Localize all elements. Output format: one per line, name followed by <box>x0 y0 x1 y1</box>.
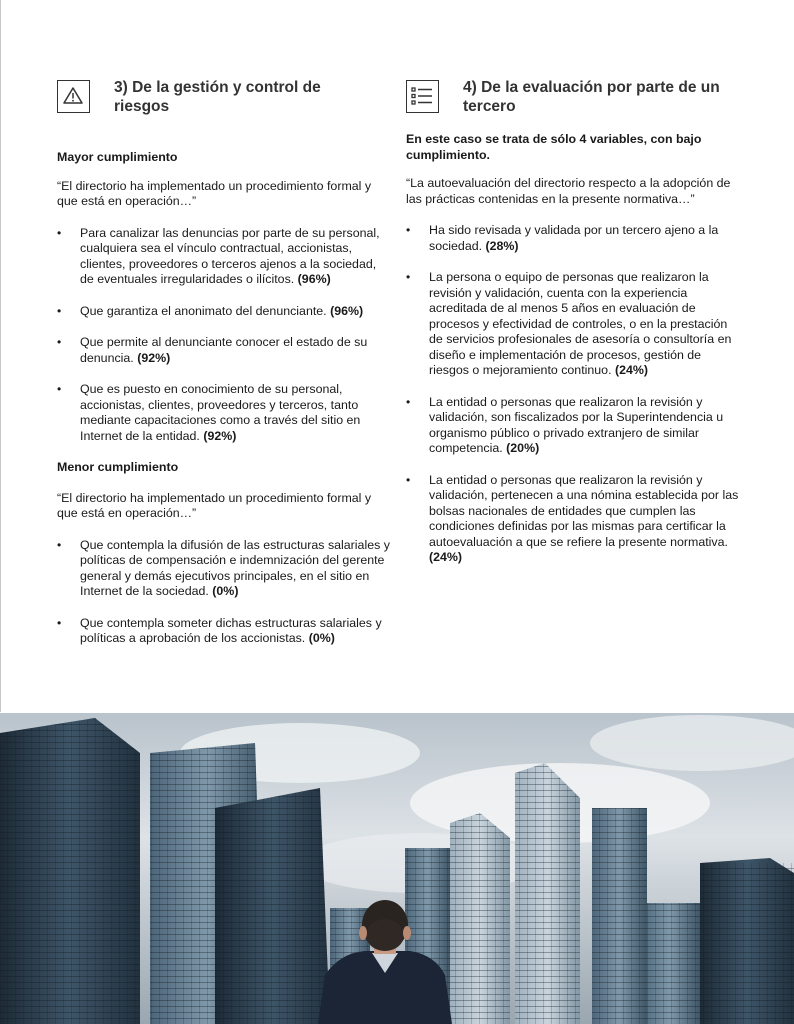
list-item: • Ha sido revisada y validada por un tercero ajeno a la sociedad. (28%) <box>406 223 741 254</box>
major-compliance-heading: Mayor cumplimiento <box>57 150 178 164</box>
list-item: • Que garantiza el anonimato del denunciante. (96%) <box>57 304 392 320</box>
minor-compliance-heading: Menor cumplimiento <box>57 460 179 474</box>
section-header <box>406 78 741 118</box>
list-item: • Que es puesto en conocimiento de su personal, accionistas, clientes, proveedores y terceros, tanto mediante capacitaciones como a través del sitio en Internet de la entidad. (92%) <box>57 382 392 444</box>
section-risk-management <box>57 78 392 647</box>
list-item: • Para canalizar las denuncias por parte de su personal, cualquiera sea el vínculo contractual, accionistas, clientes, proveedores o terceros ajenos a la sociedad, de eventuales irregularidades o ilícitos. (96%) <box>57 226 392 288</box>
section-header <box>57 78 392 118</box>
list-item: • La entidad o personas que realizaron la revisión y validación, pertenecen a una nómina establecida por las bolsas nacionales de entidades que cumplen las condiciones definidas por las mismas para certificar la autoevaluación a que se refiere la presente normativa. (24%) <box>406 473 741 566</box>
page-edge-divider <box>0 0 1 712</box>
list-item: • Que contempla someter dichas estructuras salariales y políticas a aprobación de los accionistas. (0%) <box>57 616 392 647</box>
list-item: • Que permite al denunciante conocer el estado de su denuncia. (92%) <box>57 335 392 366</box>
checklist-icon <box>406 80 439 113</box>
section-title: 4) De la evaluación por parte de un tercero <box>463 79 720 115</box>
businessman-skyscrapers-photo <box>0 713 794 1024</box>
section-title: 3) De la gestión y control de riesgos <box>114 79 321 115</box>
evaluation-quote: “La autoevaluación del directorio respecto a la adopción de las prácticas contenidas en la presente normativa…” <box>406 176 731 206</box>
evaluation-list <box>406 223 741 566</box>
list-item: • La persona o equipo de personas que realizaron la revisión y validación, cuenta con la experiencia acreditada de al menos 5 años en evaluación de procesos y efectividad de controles, o en la prestación de servicios profesionales de asesoría o consultoría en diseño e implementación de procesos, gestión de riesgos o mejoramiento continuo. (24%) <box>406 270 741 379</box>
major-compliance-quote: “El directorio ha implementado un procedimiento formal y que está en operación…” <box>57 178 372 208</box>
intro-text: En este caso se trata de sólo 4 variables, con bajo cumplimiento. <box>406 132 702 162</box>
major-compliance-list <box>57 226 392 445</box>
warning-triangle-icon <box>57 80 90 113</box>
minor-compliance-quote: “El directorio ha implementado un procedimiento formal y que está en operación…” <box>57 490 372 520</box>
minor-compliance-list <box>57 538 392 647</box>
list-item: • Que contempla la difusión de las estructuras salariales y políticas de compensación e indemnización del gerente general y demás ejecutivos principales, en el sitio en Internet de la sociedad. (0%) <box>57 538 392 600</box>
section-third-party-evaluation <box>406 78 741 566</box>
list-item: • La entidad o personas que realizaron la revisión y validación, son fiscalizados por la Superintendencia u organismo público o privado extranjero de similar competencia. (20%) <box>406 395 741 457</box>
